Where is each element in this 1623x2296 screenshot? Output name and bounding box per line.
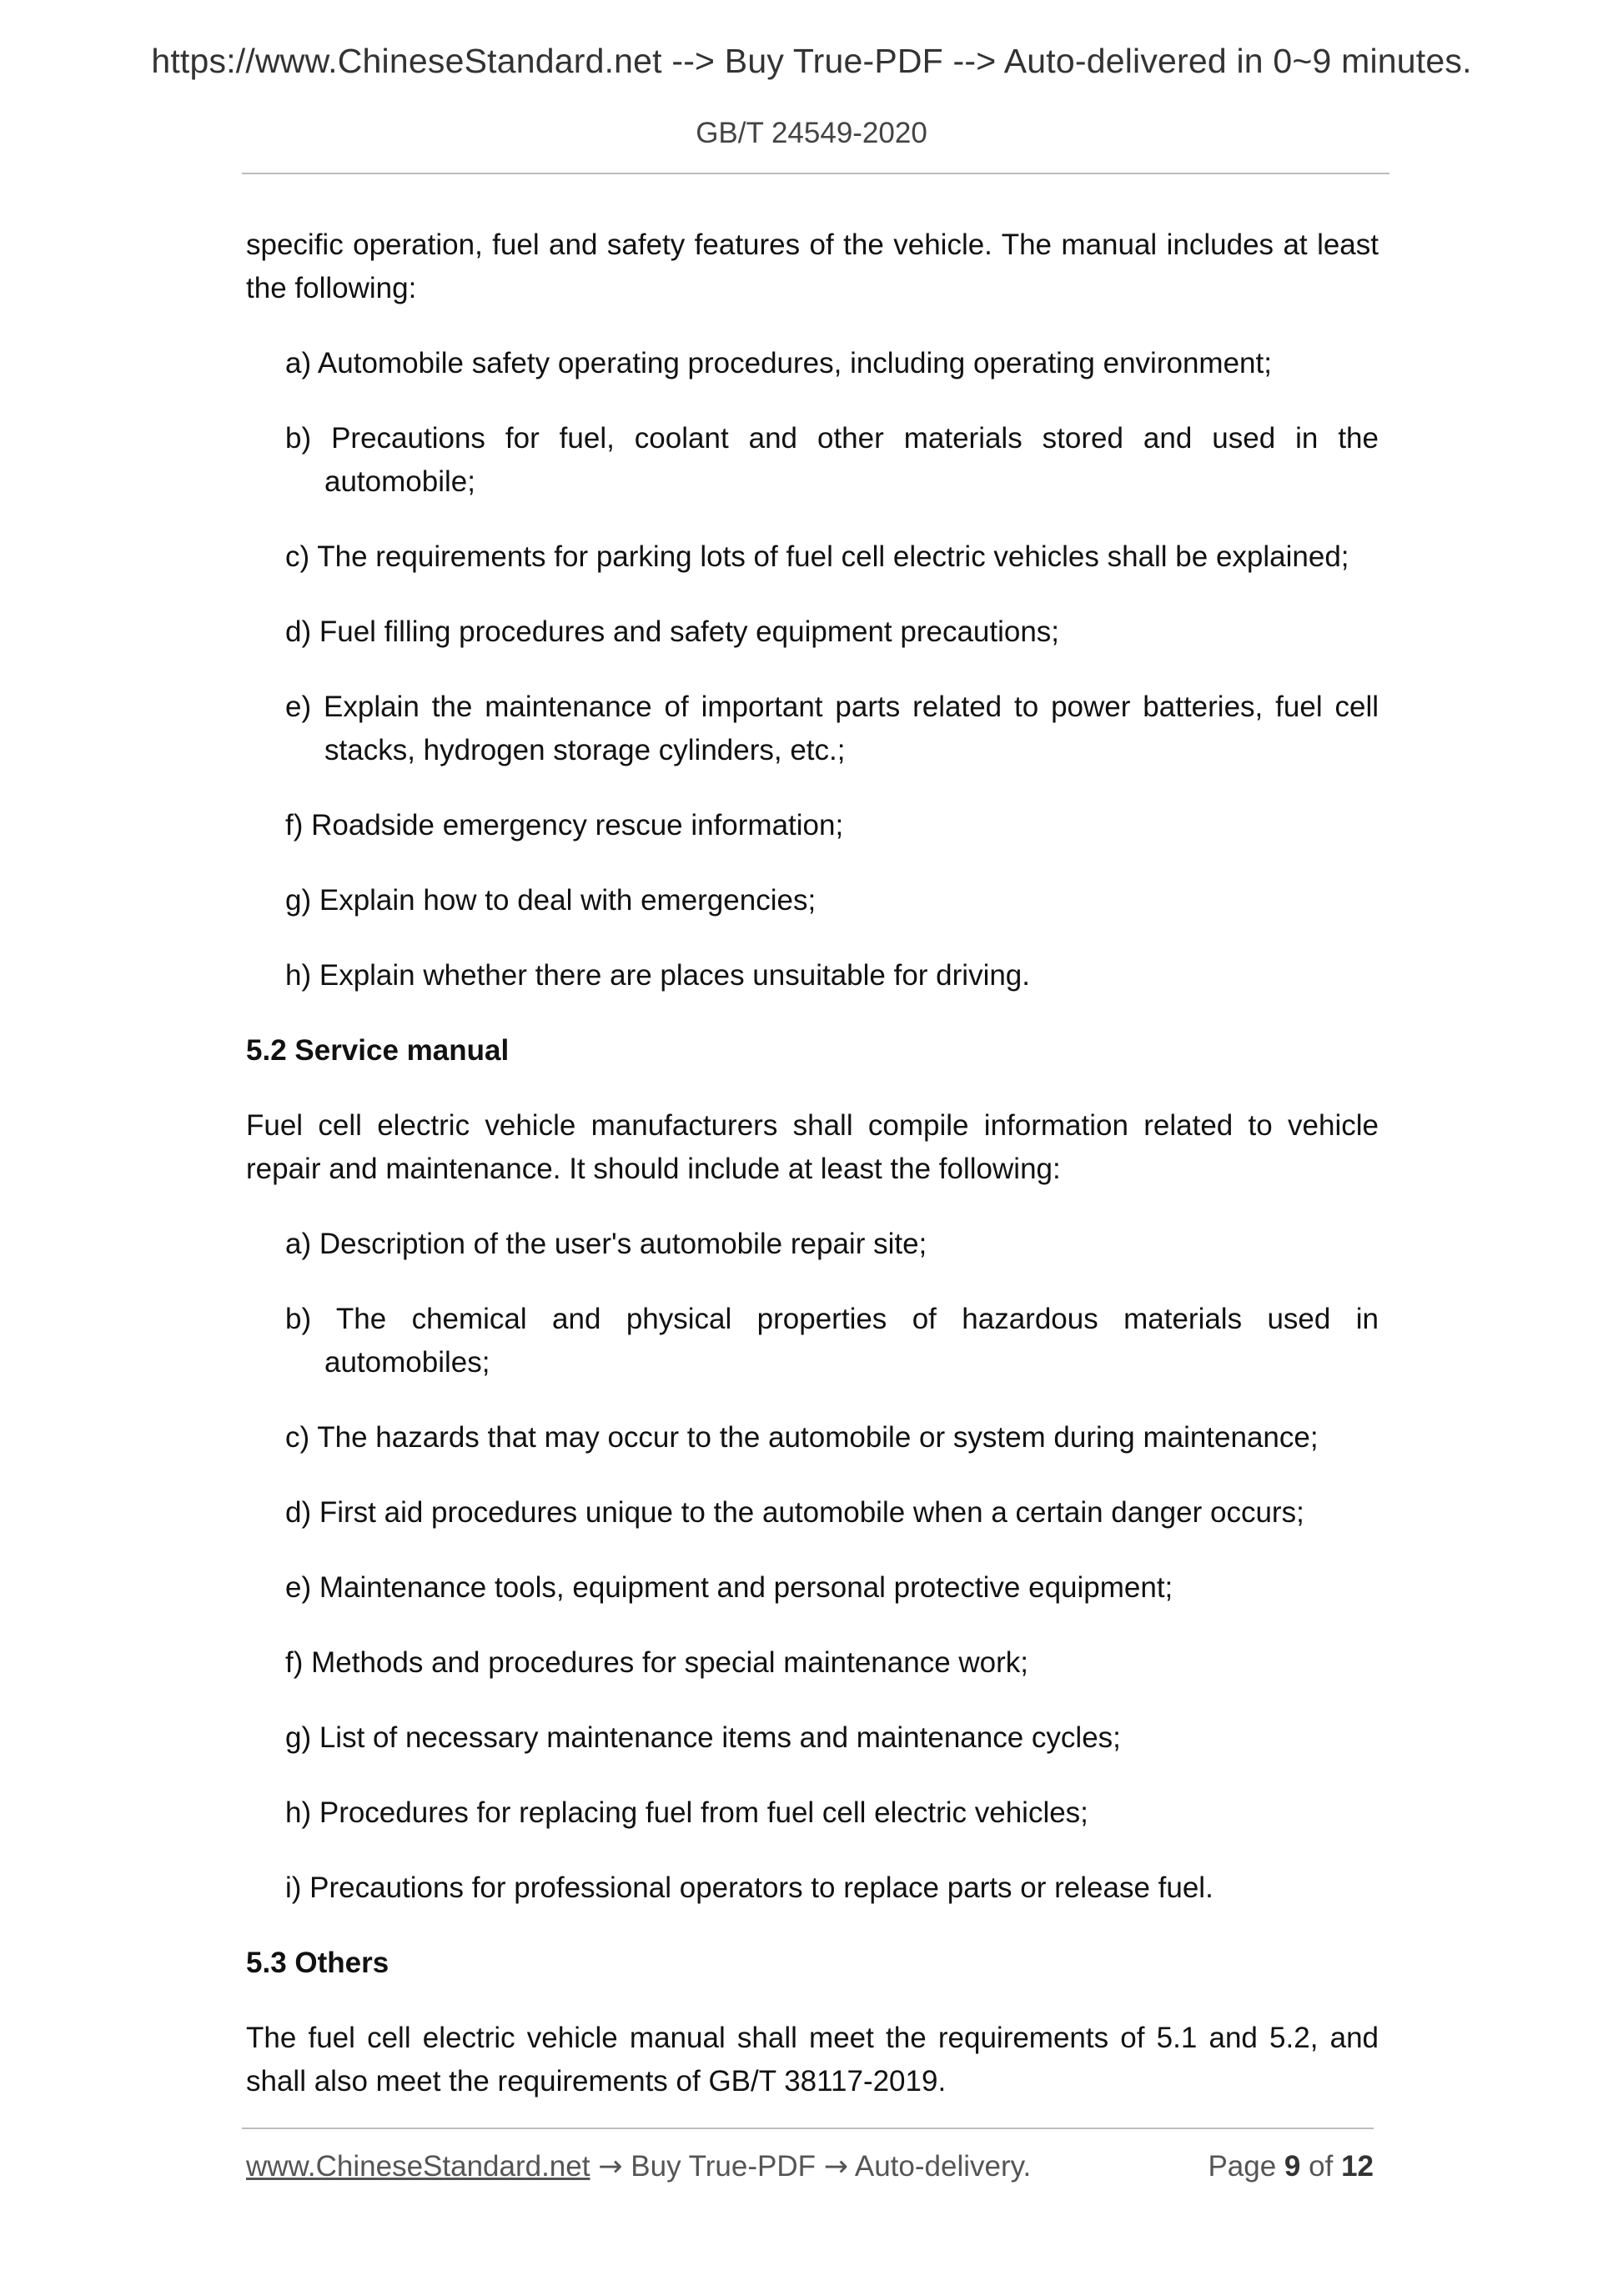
list-item: g) List of necessary maintenance items and maintenance cycles; <box>285 1721 1121 1754</box>
page-indicator <box>1208 2150 1374 2183</box>
list-item: h) Procedures for replacing fuel from fuel cell electric vehicles; <box>285 1796 1088 1829</box>
list-item: f) Methods and procedures for special maintenance work; <box>285 1646 1029 1679</box>
list-item: g) Explain how to deal with emergencies; <box>285 884 817 917</box>
list-item: d) Fuel filling procedures and safety equipment precautions; <box>285 615 1060 648</box>
list-item: d) First aid procedures unique to the automobile when a certain danger occurs; <box>285 1496 1304 1529</box>
of-label: of <box>1309 2150 1334 2183</box>
page-footer <box>246 2150 1374 2183</box>
page-label: Page <box>1208 2150 1277 2183</box>
auto-delivery-text: Auto-delivery. <box>854 2150 1032 2183</box>
current-page-number: 9 <box>1284 2150 1301 2183</box>
intro-paragraph: specific operation, fuel and safety features of the vehicle. The manual includes at least the following: <box>246 229 1379 304</box>
arrow-right-icon: → <box>823 2150 849 2183</box>
list-item: a) Automobile safety operating procedures, including operating environment; <box>285 347 1272 379</box>
list-item: f) Roadside emergency rescue information; <box>285 809 844 842</box>
section-5-2-paragraph: Fuel cell electric vehicle manufacturers shall compile information related to vehicle repair and maintenance. It should include at least the following: <box>246 1109 1379 1185</box>
page-content <box>246 224 1379 2103</box>
service-manual-list <box>246 1223 1379 1910</box>
list-item: h) Explain whether there are places unsuitable for driving. <box>285 959 1030 992</box>
total-pages-number: 12 <box>1341 2150 1374 2183</box>
section-heading-5-3: 5.3 Others <box>246 1947 389 1979</box>
section-5-3-paragraph: The fuel cell electric vehicle manual shall meet the requirements of 5.1 and 5.2, and shall also meet the requirements of GB/T 38117-2019. <box>246 2022 1379 2098</box>
list-item: e) Maintenance tools, equipment and personal protective equipment; <box>285 1571 1173 1604</box>
top-banner: https://www.ChineseStandard.net --> Buy True-PDF --> Auto-delivered in 0~9 minutes. <box>151 42 1472 80</box>
list-item: a) Description of the user's automobile repair site; <box>285 1228 927 1260</box>
footer-divider <box>242 2128 1374 2129</box>
list-item: b) Precautions for fuel, coolant and other materials stored and used in the automobile; <box>285 422 1379 498</box>
manual-contents-list <box>246 342 1379 997</box>
section-heading-5-2: 5.2 Service manual <box>246 1034 510 1067</box>
list-item: c) The requirements for parking lots of fuel cell electric vehicles shall be explained; <box>285 540 1349 573</box>
list-item: b) The chemical and physical properties of hazardous materials used in automobiles; <box>285 1303 1379 1379</box>
arrow-right-icon: → <box>598 2150 623 2183</box>
list-item: i) Precautions for professional operators to replace parts or release fuel. <box>285 1871 1213 1904</box>
standard-code: GB/T 24549-2020 <box>696 117 927 149</box>
buy-true-pdf-text: Buy True-PDF <box>631 2150 816 2183</box>
list-item: c) The hazards that may occur to the automobile or system during maintenance; <box>285 1421 1319 1454</box>
site-link[interactable]: www.ChineseStandard.net <box>246 2150 590 2183</box>
list-item: e) Explain the maintenance of important parts related to power batteries, fuel cell stacks, hydrogen storage cylinders, etc.; <box>285 691 1379 766</box>
header-divider <box>242 173 1389 174</box>
